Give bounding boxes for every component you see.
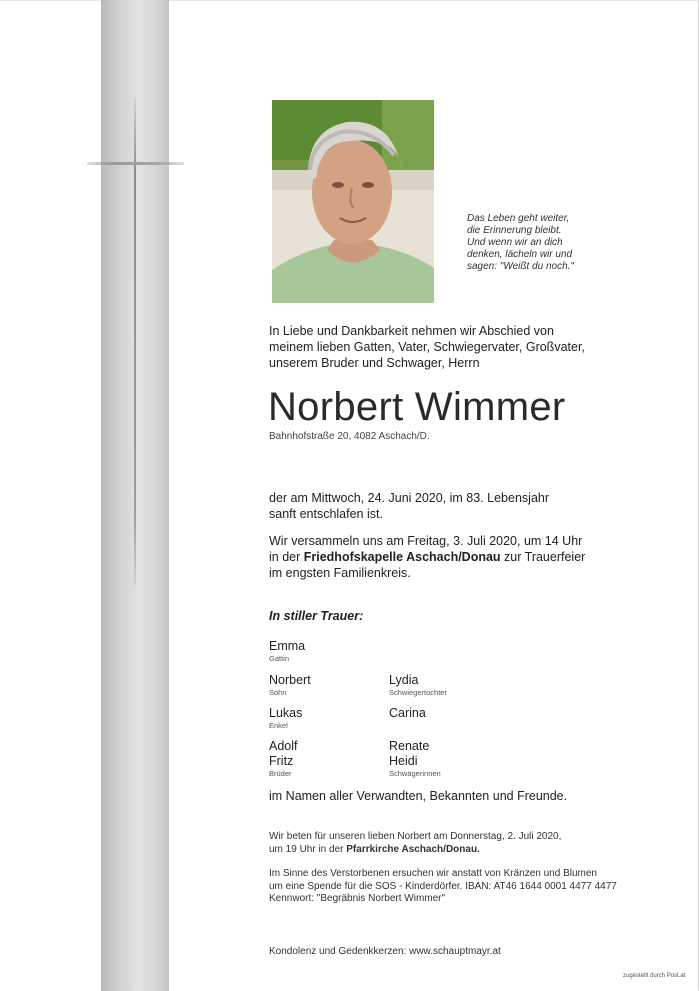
quote-line: denken, lächeln wir und xyxy=(467,249,573,260)
cross-icon xyxy=(134,98,136,585)
prayer-location: Pfarrkirche Aschach/Donau. xyxy=(346,843,480,855)
quote-line: sagen: "Weißt du noch." xyxy=(467,261,574,272)
ceremony-line xyxy=(269,549,585,565)
mourner-role: Brüder xyxy=(269,769,292,778)
donation-line: Kennwort: "Begräbnis Norbert Wimmer" xyxy=(269,893,446,904)
donation-notice xyxy=(269,868,617,906)
donation-line: um eine Spende für die SOS - Kinderdörfer. IBAN: AT46 1644 0001 4477 4477 xyxy=(269,880,617,892)
prayer-line: Wir beten für unseren lieben Norbert am Donnerstag, 2. Juli 2020, xyxy=(269,831,562,842)
quote xyxy=(467,213,617,273)
mourners-title: In stiller Trauer: xyxy=(269,609,364,623)
mourner-name: Emma xyxy=(269,639,306,653)
prayer-prefix: um 19 Uhr in der xyxy=(269,843,347,855)
mourner-norbert xyxy=(269,673,311,697)
ceremony-location: Friedhofskapelle Aschach/Donau xyxy=(303,550,501,564)
mourner-name: Renate xyxy=(389,739,430,753)
ceremony-notice xyxy=(269,533,585,581)
mourner-role: Schwiegertochter xyxy=(389,688,447,697)
prayer-notice xyxy=(269,831,561,856)
mourner-name: Adolf xyxy=(269,739,298,753)
mourner-emma xyxy=(269,639,305,663)
deceased-address: Bahnhofstraße 20, 4082 Aschach/D. xyxy=(269,431,430,442)
mourner-name: Carina xyxy=(389,706,426,720)
mourner-role: Schwägerinnen xyxy=(389,769,441,778)
mourner-brothers xyxy=(269,739,298,778)
prayer-line xyxy=(269,844,561,857)
closing-line: im Namen aller Verwandten, Bekannten und Freunde. xyxy=(269,789,568,803)
deceased-name: Norbert Wimmer xyxy=(268,385,566,429)
mourner-sisters xyxy=(389,739,441,778)
intro-text xyxy=(269,323,609,371)
death-notice-line: der am Mittwoch, 24. Juni 2020, im 83. Lebensjahr xyxy=(269,491,550,505)
cross-bar xyxy=(87,162,184,165)
quote-line: Das Leben geht weiter, xyxy=(467,213,570,224)
ceremony-prefix: in der xyxy=(269,550,304,564)
quote-line: die Erinnerung bleibt. xyxy=(467,225,562,236)
death-notice-line: sanft entschlafen ist. xyxy=(269,507,383,521)
donation-line: Im Sinne des Verstorbenen ersuchen wir anstatt von Kränzen und Blumen xyxy=(269,868,597,879)
intro-line: In Liebe und Dankbarkeit nehmen wir Abschied von xyxy=(269,324,554,338)
mourner-name: Lydia xyxy=(389,673,419,687)
portrait-photo xyxy=(272,100,434,303)
death-notice xyxy=(269,490,549,522)
intro-line: meinem lieben Gatten, Vater, Schwiegervater, Großvater, xyxy=(269,340,585,354)
mourner-name: Fritz xyxy=(269,754,294,768)
mourner-lydia xyxy=(389,673,447,697)
intro-line: unserem Bruder und Schwager, Herrn xyxy=(269,356,480,370)
mourner-lukas xyxy=(269,706,302,730)
delivery-credit: zugestellt durch Post.at xyxy=(623,973,686,979)
ceremony-line: im engsten Familienkreis. xyxy=(269,566,411,580)
condolence-link[interactable]: Kondolenz und Gedenkkerzen: www.schauptmayr.at xyxy=(269,946,501,957)
mourner-role: Gattin xyxy=(269,654,290,663)
mourner-carina xyxy=(389,706,426,721)
ceremony-suffix: zur Trauerfeier xyxy=(500,550,586,564)
mourner-role: Sohn xyxy=(269,688,287,697)
mourner-name: Heidi xyxy=(389,754,418,768)
mourner-name: Lukas xyxy=(269,706,303,720)
ceremony-line: Wir versammeln uns am Freitag, 3. Juli 2020, um 14 Uhr xyxy=(269,534,583,548)
mourner-role: Enkel xyxy=(269,721,288,730)
mourner-name: Norbert xyxy=(269,673,311,687)
quote-line: Und wenn wir an dich xyxy=(467,237,563,248)
